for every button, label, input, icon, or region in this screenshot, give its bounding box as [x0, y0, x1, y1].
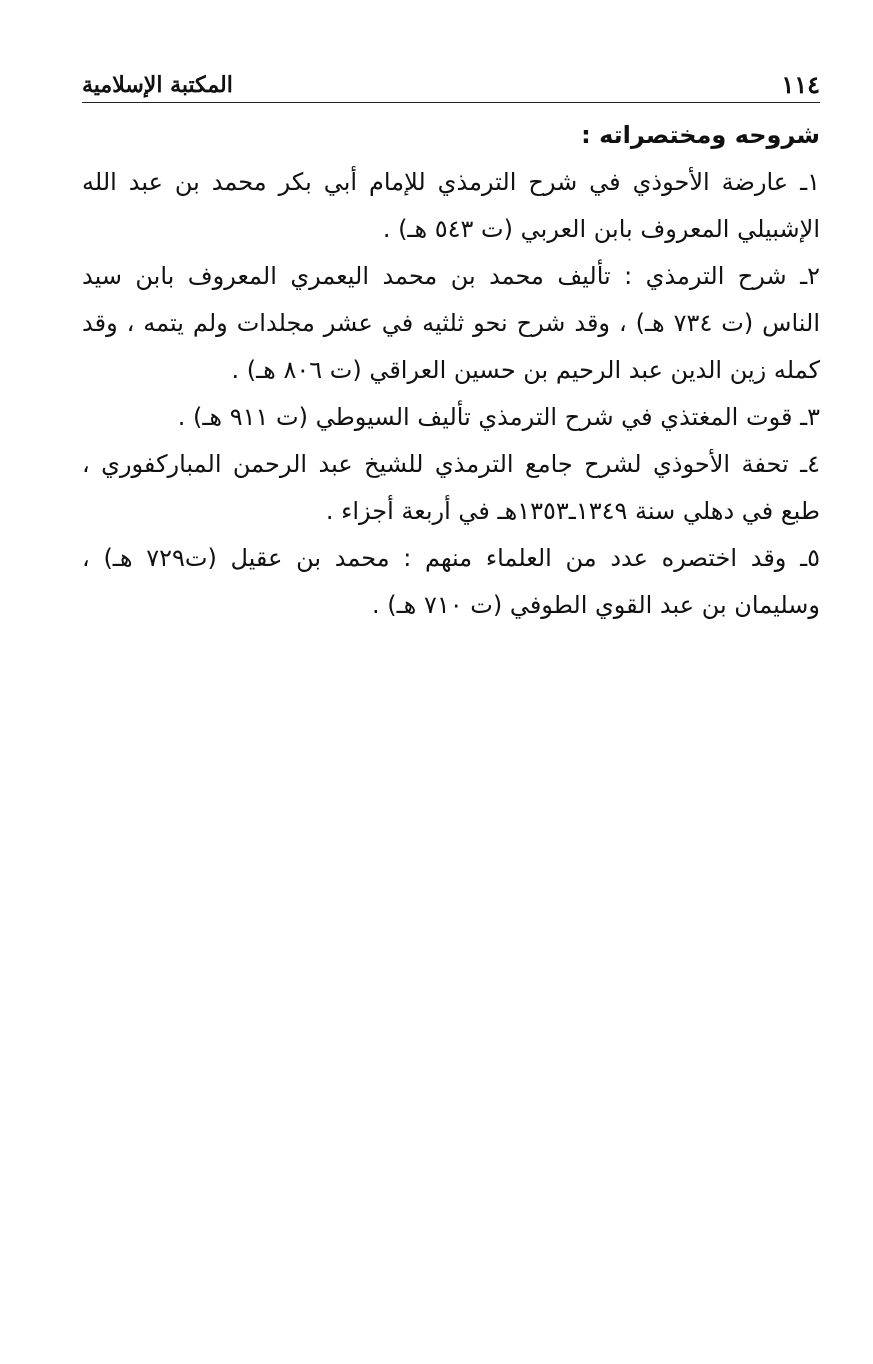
list-item: ٢ـ شرح الترمذي : تأليف محمد بن محمد اليعمري المعروف بابن سيد الناس (ت ٧٣٤ هـ) ، وقد شرح نحو ثلثيه في عشر مجلدات ولم يتمه ، وقد كمله زين الدين عبد الرحيم بن حسين العراقي (ت ٨٠٦ هـ) . — [82, 262, 821, 384]
page-number: ١١٤ — [781, 70, 820, 99]
header-rule — [82, 102, 820, 103]
section-heading: شروحه ومختصراته : — [581, 121, 820, 149]
list-item: ٤ـ تحفة الأحوذي لشرح جامع الترمذي للشيخ عبد الرحمن المباركفوري ، طبع في دهلي سنة ١٣٤٩ـ١٣٥٣هـ في أربعة أجزاء . — [82, 450, 820, 525]
list-item: ٣ـ قوت المغتذي في شرح الترمذي تأليف السيوطي (ت ٩١١ هـ) . — [177, 403, 820, 431]
list-item: ٥ـ وقد اختصره عدد من العلماء منهم : محمد بن عقيل (ت٧٢٩ هـ) ، وسليمان بن عبد القوي الطوفي (ت ٧١٠ هـ) . — [82, 544, 820, 619]
page-body — [82, 112, 820, 629]
list-item: ١ـ عارضة الأحوذي في شرح الترمذي للإمام أبي بكر محمد بن عبد الله الإشبيلي المعروف بابن العربي (ت ٥٤٣ هـ) . — [82, 168, 820, 243]
running-title: المكتبة الإسلامية — [82, 72, 233, 98]
running-header — [82, 66, 820, 102]
